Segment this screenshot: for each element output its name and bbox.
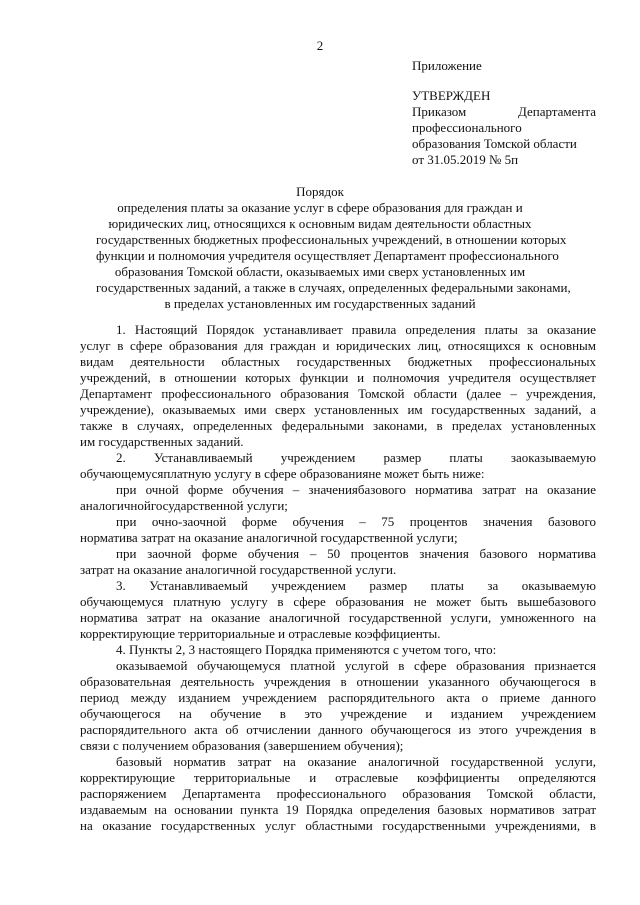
body-line: базовый норматив затрат на оказание аналогичной государственной услуги, (116, 754, 596, 769)
approval-stamp (412, 58, 596, 168)
appendix-label: Приложение (412, 58, 482, 73)
body-line: видам деятельности областных государственных бюджетных профессиональных (80, 354, 596, 369)
body-line: им государственных заданий. (80, 434, 244, 449)
body-line: затрат на оказание аналогичной государственной услуги. (80, 562, 397, 577)
title-line: образования Томской области, оказываемых ими сверх установленных им (114, 264, 526, 279)
document-body (80, 322, 596, 834)
title-line: определения платы за оказание услуг в сфере образования для граждан и (117, 200, 523, 215)
document-title (96, 184, 571, 312)
body-line: обучающемусяплатную услугу в сфере образованияне может быть ниже: (80, 466, 485, 481)
body-line: при очной форме обучения – значениябазового норматива затрат на оказание (116, 482, 596, 497)
approval-region-line: образования Томской области (412, 136, 577, 151)
body-line: образовательная деятельность учреждения в отношении указанного обучающегося в (80, 674, 596, 689)
title-line: Порядок (296, 184, 344, 199)
body-line: норматива затрат на оказание аналогичной государственной услуги, умноженного на (80, 610, 596, 625)
body-line: Департамент профессионального образования Томской области (далее – учреждения, (80, 386, 596, 401)
body-line: издаваемым на основании пункта 19 Порядка определения базовых нормативов затрат (80, 802, 596, 817)
approved-heading: УТВЕРЖДЕН (412, 88, 491, 103)
body-line: на оказание государственных услуг областными государственными учреждениями, в (80, 818, 596, 833)
title-line: государственных заданий, а также в случаях, определенных федеральными законами, (96, 280, 571, 295)
body-line: 1. Настоящий Порядок устанавливает правила определения платы за оказание (116, 322, 596, 337)
body-line: распорядительного акта об отчислении данного обучающегося из этого учреждения в (80, 722, 596, 737)
approval-order-line: Приказом Департамента (412, 104, 596, 119)
title-line: юридических лиц, относящихся к основным видам деятельности областных (108, 216, 532, 231)
approval-department-line: профессионального (412, 120, 522, 135)
body-line: корректирующие территориальные и отраслевые коэффициенты определяются (80, 770, 596, 785)
approval-date-line: от 31.05.2019 № 5п (412, 152, 519, 167)
body-line: обучающемуся платную услугу в сфере образования не может быть вышебазового (80, 594, 596, 609)
body-line: учреждение), оказываемых ими сверх установленных им государственных заданий, а (80, 402, 596, 417)
body-line: при заочной форме обучения – 50 процентов значения базового норматива (116, 546, 596, 561)
body-line: аналогичнойгосударственной услуги; (80, 498, 288, 513)
body-line: учреждений, в отношении которых функции и полномочия учредителя осуществляет (80, 370, 596, 385)
body-line: корректирующие территориальные и отраслевые коэффициенты. (80, 626, 441, 641)
body-line: услуг в сфере образования для граждан и юридических лиц, относящихся к основным (80, 338, 596, 353)
body-line: распоряжением Департамента профессионального образования Томской области, (80, 786, 596, 801)
title-line: в пределах установленных им государственных заданий (164, 296, 476, 311)
page-number: 2 (316, 38, 324, 53)
body-line: 3. Устанавливаемый учреждением размер платы за оказываемую (116, 578, 596, 593)
body-line: при очно-заочной форме обучения – 75 процентов значения базового (116, 514, 596, 529)
body-line: также в случаях, определенных федеральными законами, в пределах установленных (80, 418, 596, 433)
body-line: период между изданием учреждением распорядительного акта о приеме данного (80, 690, 596, 705)
body-line: 4. Пункты 2, 3 настоящего Порядка применяются с учетом того, что: (116, 642, 497, 657)
body-line: оказываемой обучающемуся платной услугой в сфере образования признается (116, 658, 596, 673)
title-line: государственных бюджетных профессиональных учреждений, в отношении которых (96, 232, 567, 247)
approval-spacer (412, 74, 596, 88)
body-line: связи с получением образования (завершением обучения); (80, 738, 404, 753)
body-line: норматива затрат на оказание аналогичной государственной услуги; (80, 530, 458, 545)
body-line: обучающегося на обучение в это учреждение и изданием учреждением (80, 706, 596, 721)
title-line: функции и полномочия учредителя осуществляет Департамент профессионального (96, 248, 559, 263)
body-line: 2. Устанавливаемый учреждением размер платы заоказываемую (116, 450, 596, 465)
